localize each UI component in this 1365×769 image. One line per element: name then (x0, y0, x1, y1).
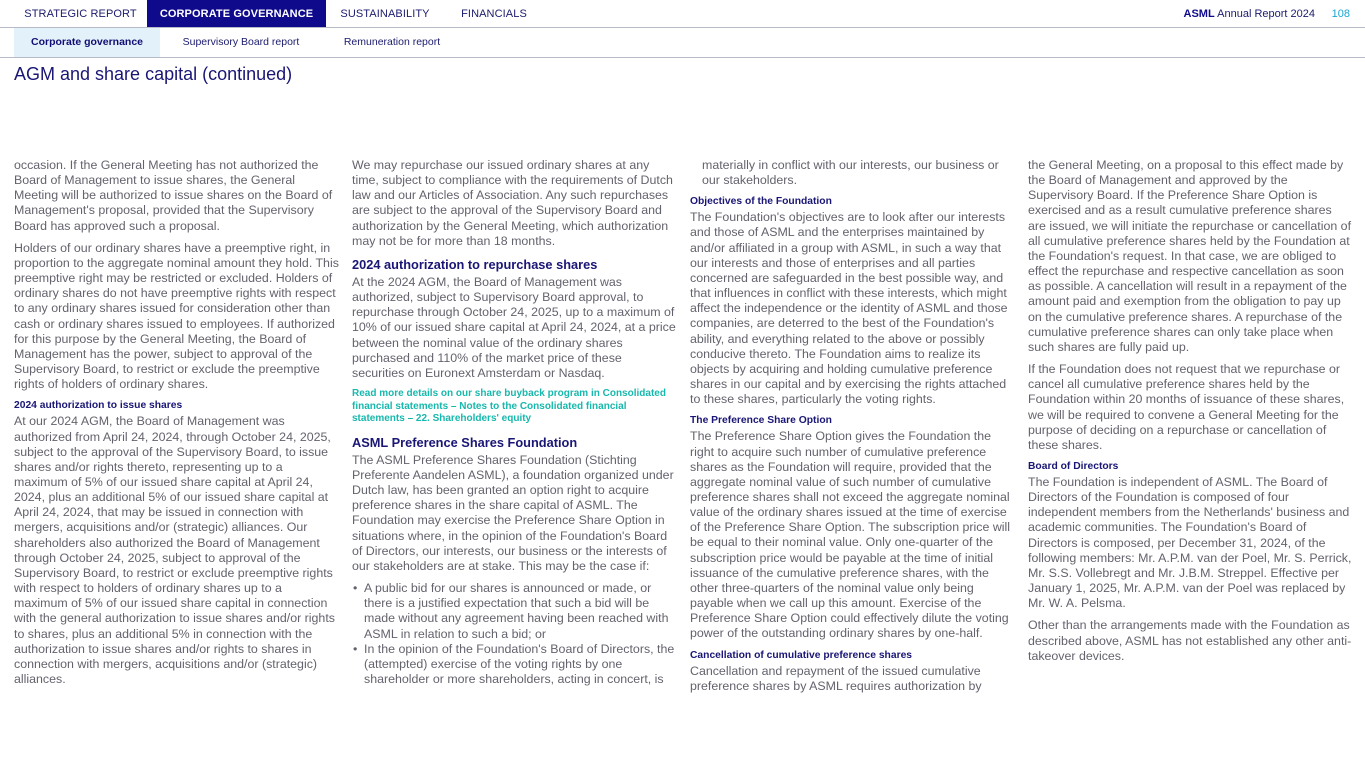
paragraph: Cancellation and repayment of the issued cumulative preference shares by ASML requires authorization by (690, 663, 982, 693)
column-2 (352, 158, 677, 687)
section-heading: Objectives of the Foundation (690, 196, 832, 208)
paragraph: the General Meeting, on a proposal to this effect made by the Board of Management and approved by the Supervisory Board. If the Preference Share Option is exercised and as a result cumulative preference shares are issued, we will initiate the repurchase or cancellation of all cumulative preference shares held by the Foundation at the Foundation's request. In that case, we are obliged to effect the repurchase and respective cancellation as soon as possible. A cancellation will result in a repayment of the amount paid and exemption from the obligation to pay up on the cumulative preference shares. A repurchase of the cumulative preference shares can only take place when such shares are fully paid up. (1028, 158, 1352, 354)
list-item-continuation: materially in conflict with our interests, our business or our stakeholders. (702, 158, 999, 188)
tab-strategic-report[interactable]: STRATEGIC REPORT (24, 8, 137, 20)
section-heading: 2024 authorization to repurchase shares (352, 256, 598, 272)
tab-corporate-governance[interactable]: CORPORATE GOVERNANCE (147, 0, 326, 27)
paragraph: At the 2024 AGM, the Board of Management was authorized, subject to Supervisory Board approval, to repurchase through October 24, 2025, up to a maximum of 10% of our issued share capital at April 24, 2024, at a price between the nominal value of the ordinary shares purchased and 110% of the market price of these securities on Euronext Amsterdam or Nasdaq. (352, 274, 676, 380)
bullet-list (352, 581, 677, 687)
paragraph: The Foundation is independent of ASML. The Board of Directors of the Foundation is composed of four independent members from the Netherlands' business and academic communities. The Foundation's Board of Directors is composed, per December 31, 2024, of the following members: Mr. A.P.M. van der Poel, Mr. S. Perrick, Mr. S.S. Vollebregt and Mr. J.B.M. Streppel. Effective per January 1, 2025, Mr. A.P.M. van der Poel was replaced by Mr. W. A. Pelsma. (1028, 474, 1352, 611)
subnav-remuneration-report[interactable]: Remuneration report (343, 36, 441, 48)
paragraph: If the Foundation does not request that we repurchase or cancel all cumulative preference shares held by the Foundation within 20 months of issuance of these shares, we will be required to convene a General Meeting for the purpose of deciding on a repurchase or cancellation of these shares. (1028, 362, 1345, 452)
section-heading: Board of Directors (1028, 460, 1119, 472)
page-number: 108 (1331, 8, 1350, 20)
column-3 (690, 158, 1012, 701)
list-item: • A public bid for our shares is announced or made, or there is a justified expectation that such a bid will be made without any agreement having been reached with ASML in relation to such a bid; or (352, 581, 677, 642)
top-navigation (0, 0, 1365, 28)
share-buyback-link[interactable]: Read more details on our share buyback program in Consolidated financial statements – Notes to the Consolidated financial statements – 22. Shareholders' equity (352, 388, 666, 425)
subnav-supervisory-board-report[interactable]: Supervisory Board report (182, 36, 300, 48)
section-heading: 2024 authorization to issue shares (14, 400, 183, 412)
paragraph: The Preference Share Option gives the Foundation the right to acquire such number of cumulative preference shares as the Foundation will require, provided that the aggregate nominal value of such number of cumulative preference shares shall not exceed the aggregate nominal value of the ordinary shares issued at the time of exercise of the Preference Share Option. The subscription price will be equal to their nominal value. Only one-quarter of the subscription price would be payable at the time of initial issuance of the cumulative preference shares, with the other three-quarters of the nominal value only being payable when we call up this amount. Exercise of the Preference Share Option could effectively dilute the voting power of the outstanding ordinary shares by one-half. (690, 429, 1011, 641)
tab-sustainability[interactable]: SUSTAINABILITY (340, 8, 430, 20)
brand-report-title: Annual Report 2024 (1214, 8, 1315, 20)
column-1 (14, 158, 339, 694)
paragraph: occasion. If the General Meeting has not authorized the Board of Management to issue shares, the General Meeting will be authorized to issue shares on the Board of Management's proposal, provided that the Supervisory Board has approved such a proposal. (14, 158, 333, 233)
paragraph: Other than the arrangements made with the Foundation as described above, ASML has not established any other anti-takeover devices. (1028, 618, 1352, 663)
section-heading: The Preference Share Option (690, 415, 832, 427)
list-item: • In the opinion of the Foundation's Board of Directors, the (attempted) exercise of the voting rights by one shareholder or more shareholders, acting in concert, is (352, 642, 677, 687)
subnav-corporate-governance[interactable]: Corporate governance (14, 28, 160, 57)
section-heading: ASML Preference Shares Foundation (352, 434, 578, 450)
brand-name: ASML (1183, 8, 1215, 20)
paragraph: The ASML Preference Shares Foundation (Stichting Preferente Aandelen ASML), a foundation organized under Dutch law, has been granted an option right to acquire preference shares in the share capital of ASML. The Foundation may exercise the Preference Share Option in situations where, in the opinion of the Foundation's Board of Directors, our interests, our business or the interests of our stakeholders are at stake. This may be the case if: (352, 452, 674, 573)
column-4 (1028, 158, 1353, 671)
paragraph: Holders of our ordinary shares have a preemptive right, in proportion to the aggregate nominal amount they hold. This preemptive right may be restricted or excluded. Holders of ordinary shares do not have preemptive rights with respect to any ordinary shares issued for consideration other than cash or ordinary shares issued to employees. If authorized for this purpose by the General Meeting, the Board of Management has the power, subject to approval of the Supervisory Board, to restrict or exclude the preemptive rights of holders of ordinary shares. (14, 240, 339, 392)
page-title: AGM and share capital (continued) (14, 64, 293, 84)
report-brand (1184, 0, 1315, 29)
paragraph: The Foundation's objectives are to look after our interests and those of ASML and the enterprises maintained by and/or affiliated in a group with ASML, in such a way that our interests and those of enterprises and all parties concerned are safeguarded in the best possible way, and that influences in conflict with these interests, which might affect the independence or the identity of ASML and those companies, are deterred to the best of the Foundation's ability, and everything related to the above or possibly conducive thereto. The Foundation aims to realize its objects by acquiring and holding cumulative preference shares in our capital and by exercising the rights attached to these shares, particularly the voting rights. (690, 210, 1008, 407)
paragraph: We may repurchase our issued ordinary shares at any time, subject to compliance with the requirements of Dutch law and our Articles of Association. Any such repurchases are subject to the approval of the Supervisory Board and authorization by the General Meeting, which authorization may not be for more than 18 months. (352, 158, 673, 248)
sub-navigation (0, 28, 1365, 58)
tab-financials[interactable]: FINANCIALS (461, 8, 527, 20)
paragraph: At our 2024 AGM, the Board of Management was authorized from April 24, 2024, through October 24, 2025, subject to the approval of the Supervisory Board, to issue shares and/or rights thereto, representing up to a maximum of 5% of our issued share capital at April 24, 2024, plus an additional 5% of our issued share capital at April 24, 2024, that may be issued in connection with mergers, acquisitions and/or (strategic) alliances. Our shareholders also authorized the Board of Management through October 24, 2025, subject to approval of the Supervisory Board, to restrict or exclude preemptive rights with respect to holders of ordinary shares up to a maximum of 5% of our issued share capital in connection with the general authorization to issue shares and/or rights to shares, plus an additional 5% in connection with the authorization to issue shares and/or rights to shares in connection with mergers, acquisitions and/or (strategic) alliances. (14, 414, 335, 686)
section-heading: Cancellation of cumulative preference shares (690, 649, 913, 661)
